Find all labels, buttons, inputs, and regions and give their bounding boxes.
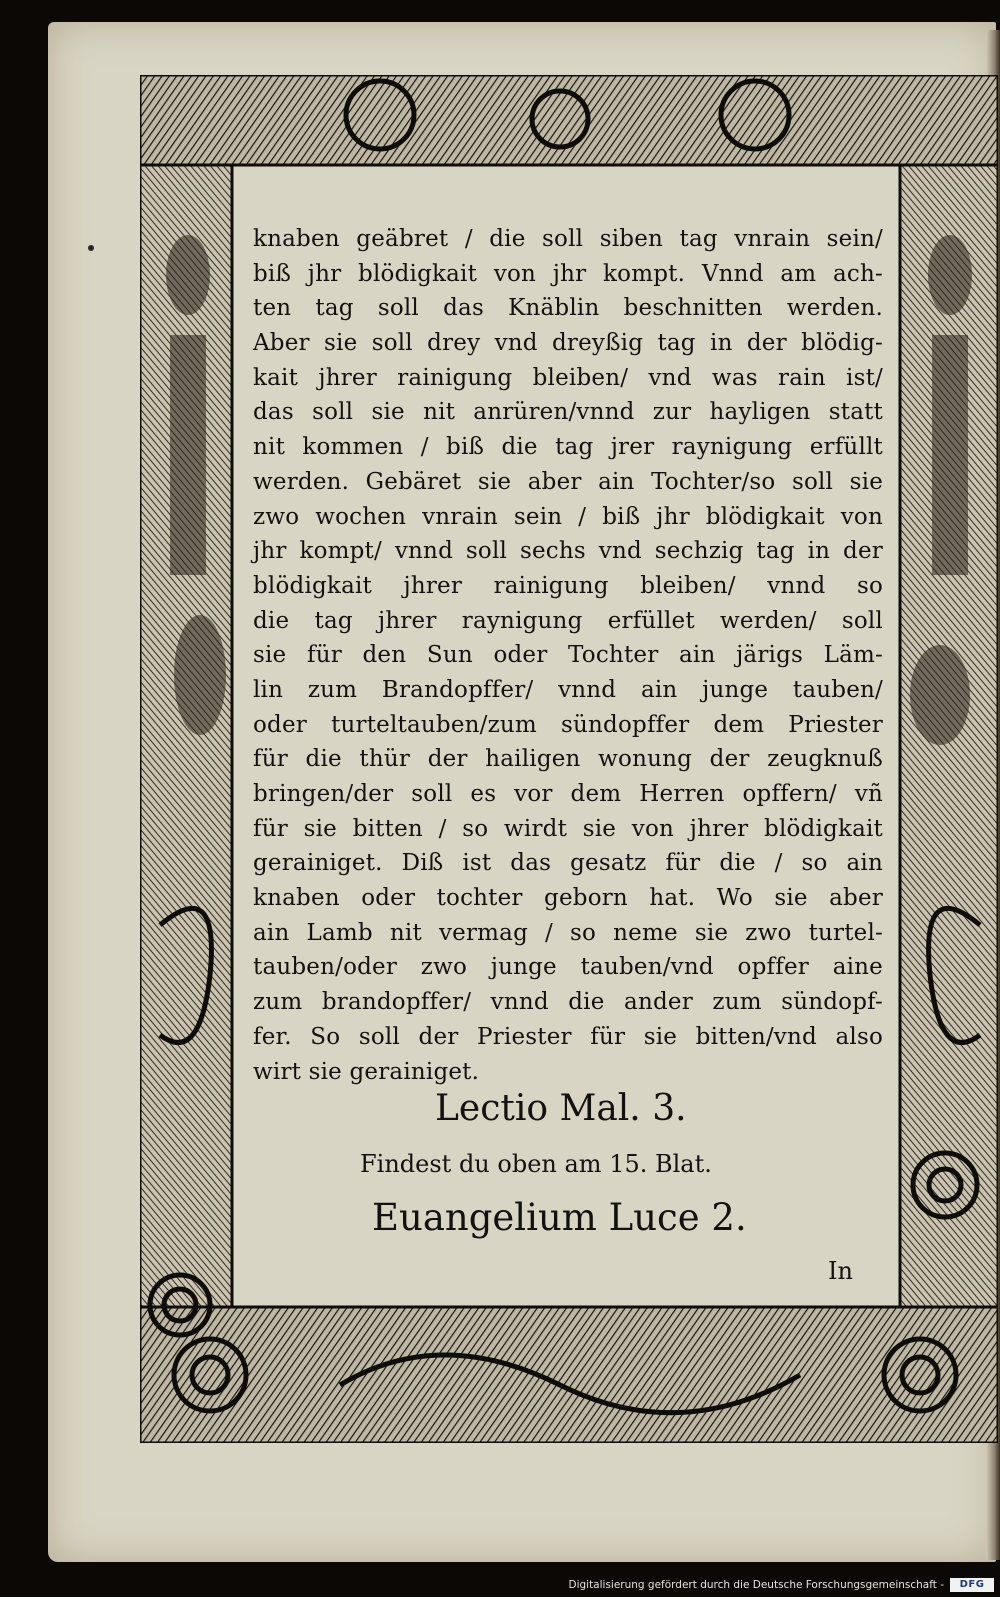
text-line: das soll sie nit anrüren/vnnd zur hayligen statt bbox=[253, 399, 883, 426]
text-line: nit kommen / biß die tag jrer raynigung erfüllt bbox=[253, 434, 883, 461]
text-line: biß jhr blödigkait von jhr kompt. Vnnd am ach- bbox=[253, 260, 883, 287]
text-line: sie für den Sun oder Tochter ain järigs Läm- bbox=[253, 642, 883, 669]
funding-credit: Digitalisierung gefördert durch die Deutsche Forschungsgemeinschaft - bbox=[568, 1579, 944, 1591]
text-line: blödigkait jhrer rainigung bleiben/ vnnd so bbox=[253, 572, 883, 599]
text-line: wirt sie gerainiget. bbox=[253, 1058, 480, 1085]
text-line: werden. Gebäret sie aber ain Tochter/so soll sie bbox=[253, 468, 883, 495]
text-line: zwo wochen vnrain sein / biß jhr blödigkait von bbox=[253, 503, 883, 530]
text-line: tauben/oder zwo junge tauben/vnd opffer aine bbox=[253, 954, 883, 981]
margin-dot bbox=[88, 245, 94, 251]
text-line: Aber sie soll drey vnd dreyßig tag in der blödig- bbox=[253, 330, 883, 357]
findest-line: Findest du oben am 15. Blat. bbox=[360, 1150, 712, 1178]
text-line: lin zum Brandopffer/ vnnd ain junge tauben/ bbox=[253, 676, 883, 703]
text-line: für die thür der hailigen wonung der zeugknuß bbox=[253, 746, 883, 773]
text-line: knaben oder tochter geborn hat. Wo sie aber bbox=[253, 885, 883, 912]
text-line: bringen/der soll es vor dem Herren opffern/ vñ bbox=[253, 781, 883, 807]
dfg-logo: DFG bbox=[950, 1578, 994, 1592]
catchword: In bbox=[828, 1257, 853, 1285]
text-line: knaben geäbret / die soll siben tag vnrain sein/ bbox=[253, 226, 883, 252]
evangelium-heading: Euangelium Luce 2. bbox=[372, 1196, 747, 1239]
text-line: fer. So soll der Priester für sie bitten/vnd also bbox=[253, 1023, 883, 1050]
text-line: ten tag soll das Knäblin beschnitten werden. bbox=[253, 295, 883, 322]
text-line: oder turteltauben/zum sündopffer dem Priester bbox=[253, 711, 883, 738]
text-line: für sie bitten / so wirdt sie von jhrer blödigkait bbox=[253, 815, 883, 842]
text-line: kait jhrer rainigung bleiben/ vnd was rain ist/ bbox=[253, 364, 883, 391]
body-text bbox=[253, 222, 883, 1089]
text-line: jhr kompt/ vnnd soll sechs vnd sechzig tag in der bbox=[253, 538, 883, 565]
text-line: zum brandopffer/ vnnd die ander zum sündopf- bbox=[253, 989, 883, 1016]
text-line: ain Lamb nit vermag / so neme sie zwo turtel- bbox=[253, 919, 883, 946]
lectio-heading: Lectio Mal. 3. bbox=[435, 1088, 687, 1129]
text-line: gerainiget. Diß ist das gesatz für die / so ain bbox=[253, 850, 883, 877]
text-line: die tag jhrer raynigung erfüllet werden/ soll bbox=[253, 607, 883, 634]
